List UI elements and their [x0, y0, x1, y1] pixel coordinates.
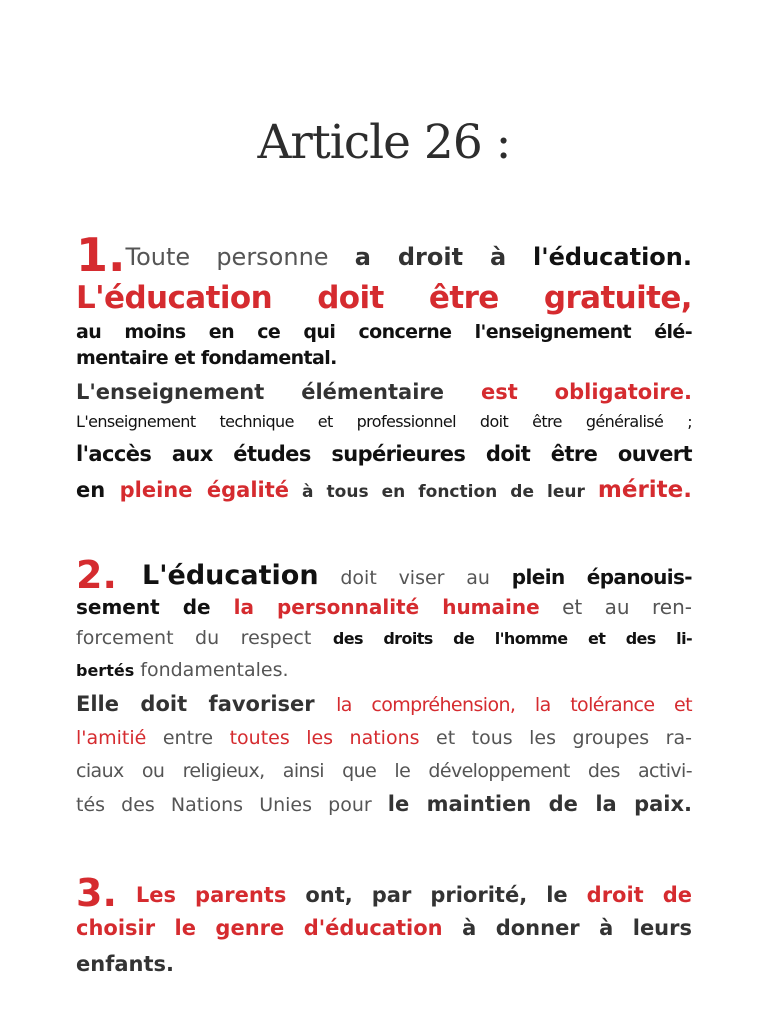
s1-line-5: L'enseignement élémentaire est obligatoire.	[76, 380, 692, 404]
section-1-number: 1.	[76, 228, 126, 282]
s1-line-8: en pleine égalité à tous en fonction de leur mérite.	[76, 477, 692, 503]
s1-line-2: L'éducation doit être gratuite,	[76, 280, 692, 316]
section-3-number: 3.	[76, 871, 117, 915]
s1-line-1: 1.Toute personne a droit à l'éducation.	[76, 228, 692, 282]
s2-line-7: ciaux ou religieux, ainsi que le développement des activi-	[76, 760, 692, 782]
s2-line-1: 2. L'éducation doit viser au plein épanouis-	[76, 553, 692, 597]
s2-line-4: bertés fondamentales.	[76, 659, 289, 681]
article-title: Article 26 :	[257, 115, 511, 170]
s2-line-8: tés des Nations Unies pour le maintien de la paix.	[76, 792, 693, 816]
s2-line-5: Elle doit favoriser la compréhension, la tolérance et	[76, 692, 692, 716]
section-2-number: 2.	[76, 553, 117, 597]
s1-line-7: l'accès aux études supérieures doit être ouvert	[76, 442, 692, 466]
s2-line-3: forcement du respect des droits de l'homme et des li-	[76, 627, 692, 649]
s1-line-3: au moins en ce qui concerne l'enseignement élé-	[76, 321, 692, 343]
s1-line-4: mentaire et fondamental.	[76, 347, 337, 369]
s3-line-1: 3. Les parents ont, par priorité, le droit de	[76, 871, 692, 915]
s2-line-6: l'amitié entre toutes les nations et tous les groupes ra-	[76, 727, 692, 749]
s3-line-2: choisir le genre d'éducation à donner à leurs	[76, 916, 692, 940]
s1-line-6: L'enseignement technique et professionnel doit être généralisé ;	[76, 412, 692, 431]
s2-line-2: sement de la personnalité humaine et au ren-	[76, 595, 692, 619]
s3-line-3: enfants.	[76, 952, 174, 976]
